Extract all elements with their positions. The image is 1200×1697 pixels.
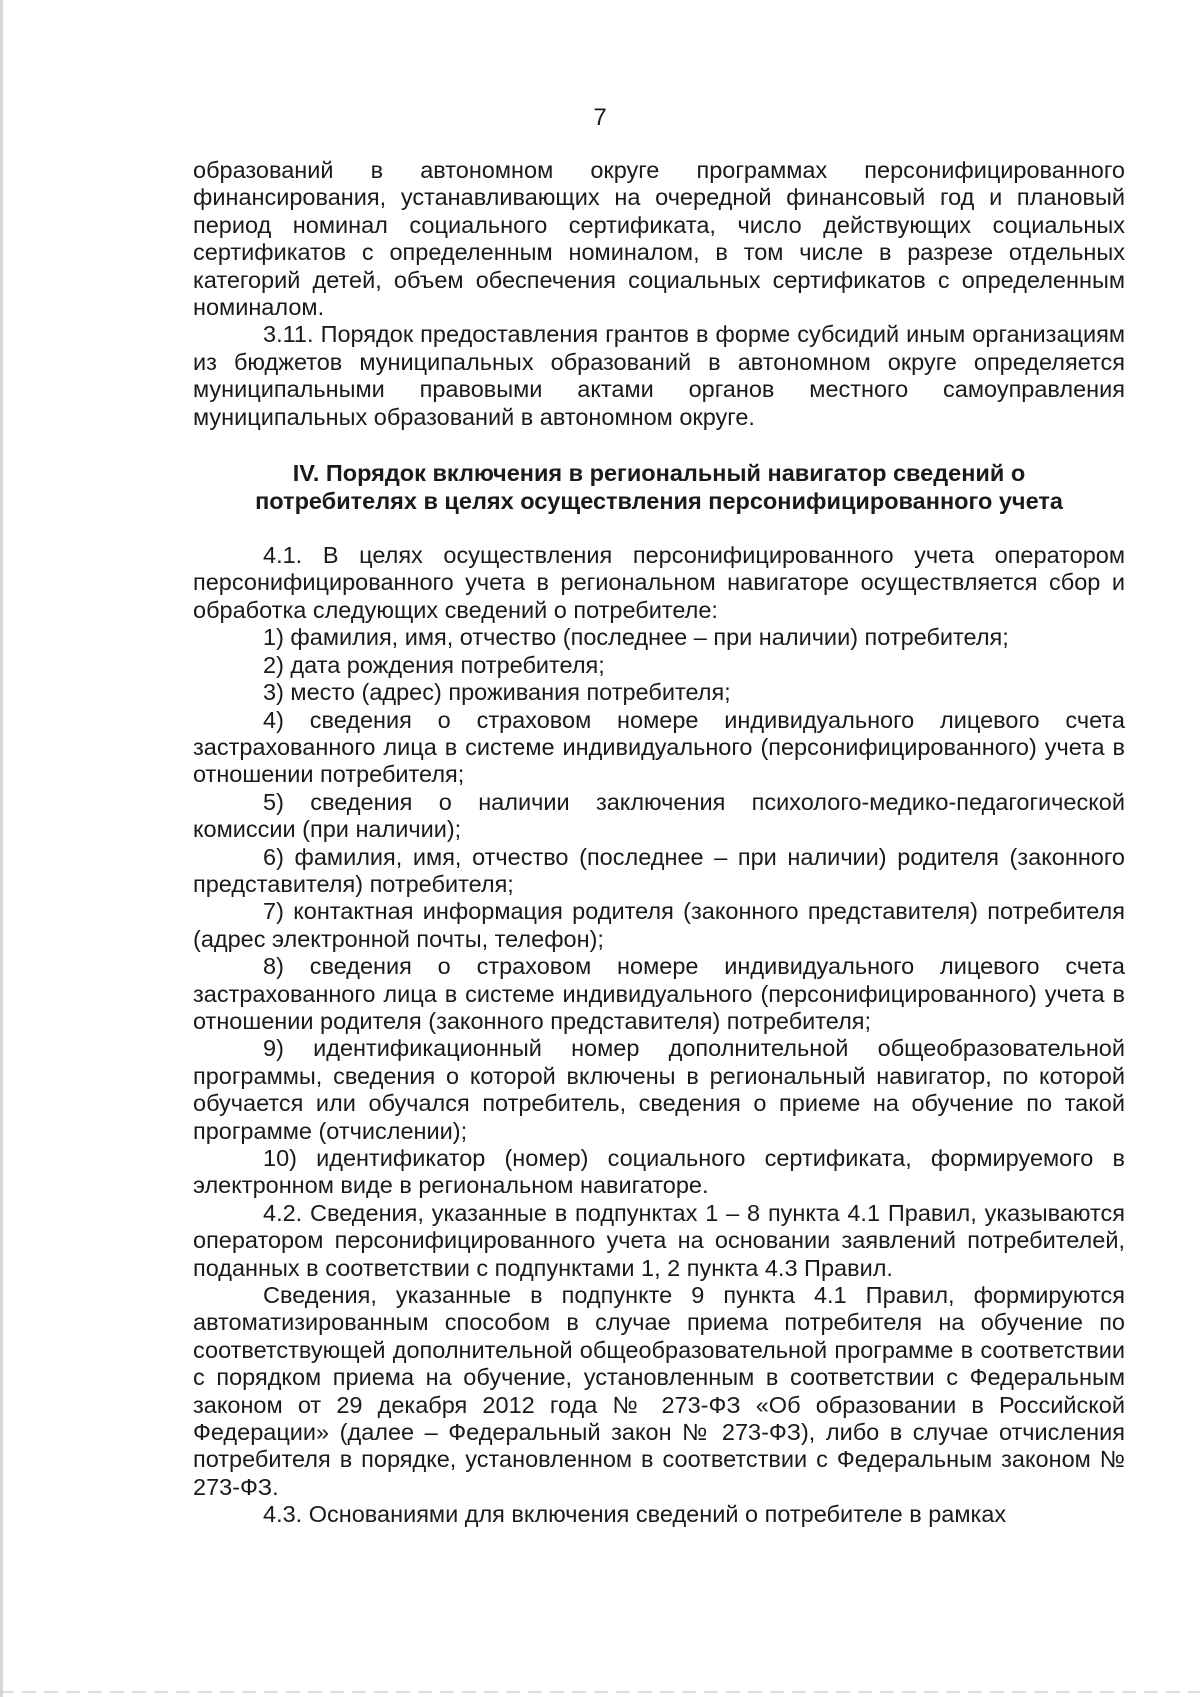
section-heading-line: потребителях в целях осуществления персонифицированного учета	[255, 488, 1063, 515]
list-item: 3) место (адрес) проживания потребителя;	[263, 679, 731, 706]
section-heading-line: IV. Порядок включения в региональный навигатор сведений о	[292, 460, 1026, 487]
list-item: 8) сведения о страховом номере индивидуального лицевого счета застрахованного лица в системе индивидуального (персонифицированного) учета в отношении родителя (законного представителя) потребителя;	[193, 953, 1125, 1034]
section-heading	[193, 459, 1125, 515]
paragraph-4-2: 4.2. Сведения, указанные в подпунктах 1 – 8 пункта 4.1 Правил, указываются оператором персонифицированного учета на основании заявлений потребителей, поданных в соответствии с подпунктами 1, 2 пункта 4.3 Правил.	[193, 1199, 1125, 1281]
list-item: 6) фамилия, имя, отчество (последнее – при наличии) родителя (законного представителя) потребителя;	[193, 843, 1125, 897]
list-item: 5) сведения о наличии заключения психолого-медико-педагогической комиссии (при наличии);	[193, 788, 1125, 843]
scan-bottom-edge	[0, 1691, 1200, 1693]
paragraph-4-2-continued: Сведения, указанные в подпункте 9 пункта 4.1 Правил, формируются автоматизированным способом в случае приема потребителя на обучение по соответствующей дополнительной общеобразовательной программе в соответствии с порядком приема на обучение, установленным в соответствии с Федеральным законом от 29 декабря 2012 года № 273-ФЗ «Об образовании в Российской Федерации» (далее – Федеральный закон № 273-ФЗ), либо в случае отчисления потребителя в порядке, установленном в соответствии с Федеральным законом № 273-ФЗ.	[193, 1282, 1125, 1500]
page-number: 7	[593, 104, 607, 131]
list-item: 4) сведения о страховом номере индивидуального лицевого счета застрахованного лица в системе индивидуального (персонифицированного) учета в отношении потребителя;	[193, 706, 1125, 788]
paragraph-4-1: 4.1. В целях осуществления персонифицированного учета оператором персонифицированного учета в региональном навигаторе осуществляется сбор и обработка следующих сведений о потребителе:	[193, 542, 1125, 623]
list-item: 7) контактная информация родителя (законного представителя) потребителя (адрес электронной почты, телефон);	[193, 898, 1125, 952]
document-body	[193, 157, 1125, 1529]
list-item: 2) дата рождения потребителя;	[263, 651, 605, 678]
list-item: 1) фамилия, имя, отчество (последнее – при наличии) потребителя;	[263, 624, 1009, 651]
scan-left-edge	[0, 0, 3, 1697]
list-item: 10) идентификатор (номер) социального сертификата, формируемого в электронном виде в региональном навигаторе.	[193, 1145, 1125, 1199]
paragraph-4-3: 4.3. Основаниями для включения сведений о потребителе в рамках	[263, 1501, 1007, 1528]
paragraph-3-11: 3.11. Порядок предоставления грантов в форме субсидий иным организациям из бюджетов муниципальных образований в автономном округе определяется муниципальными правовыми актами органов местного самоуправления муниципальных образований в автономном округе.	[193, 321, 1125, 430]
paragraph-continuation: образований в автономном округе программах персонифицированного финансирования, устанавливающих на очередной финансовый год и плановый период номинал социального сертификата, число действующих социальных сертификатов с определенным номиналом, в том числе в разрезе отдельных категорий детей, объем обеспечения социальных сертификатов с определенным номиналом.	[193, 157, 1125, 321]
list-item: 9) идентификационный номер дополнительной общеобразовательной программы, сведения о которой включены в региональный навигатор, по которой обучается или обучался потребитель, сведения о приеме на обучение по такой программе (отчислении);	[193, 1035, 1125, 1144]
